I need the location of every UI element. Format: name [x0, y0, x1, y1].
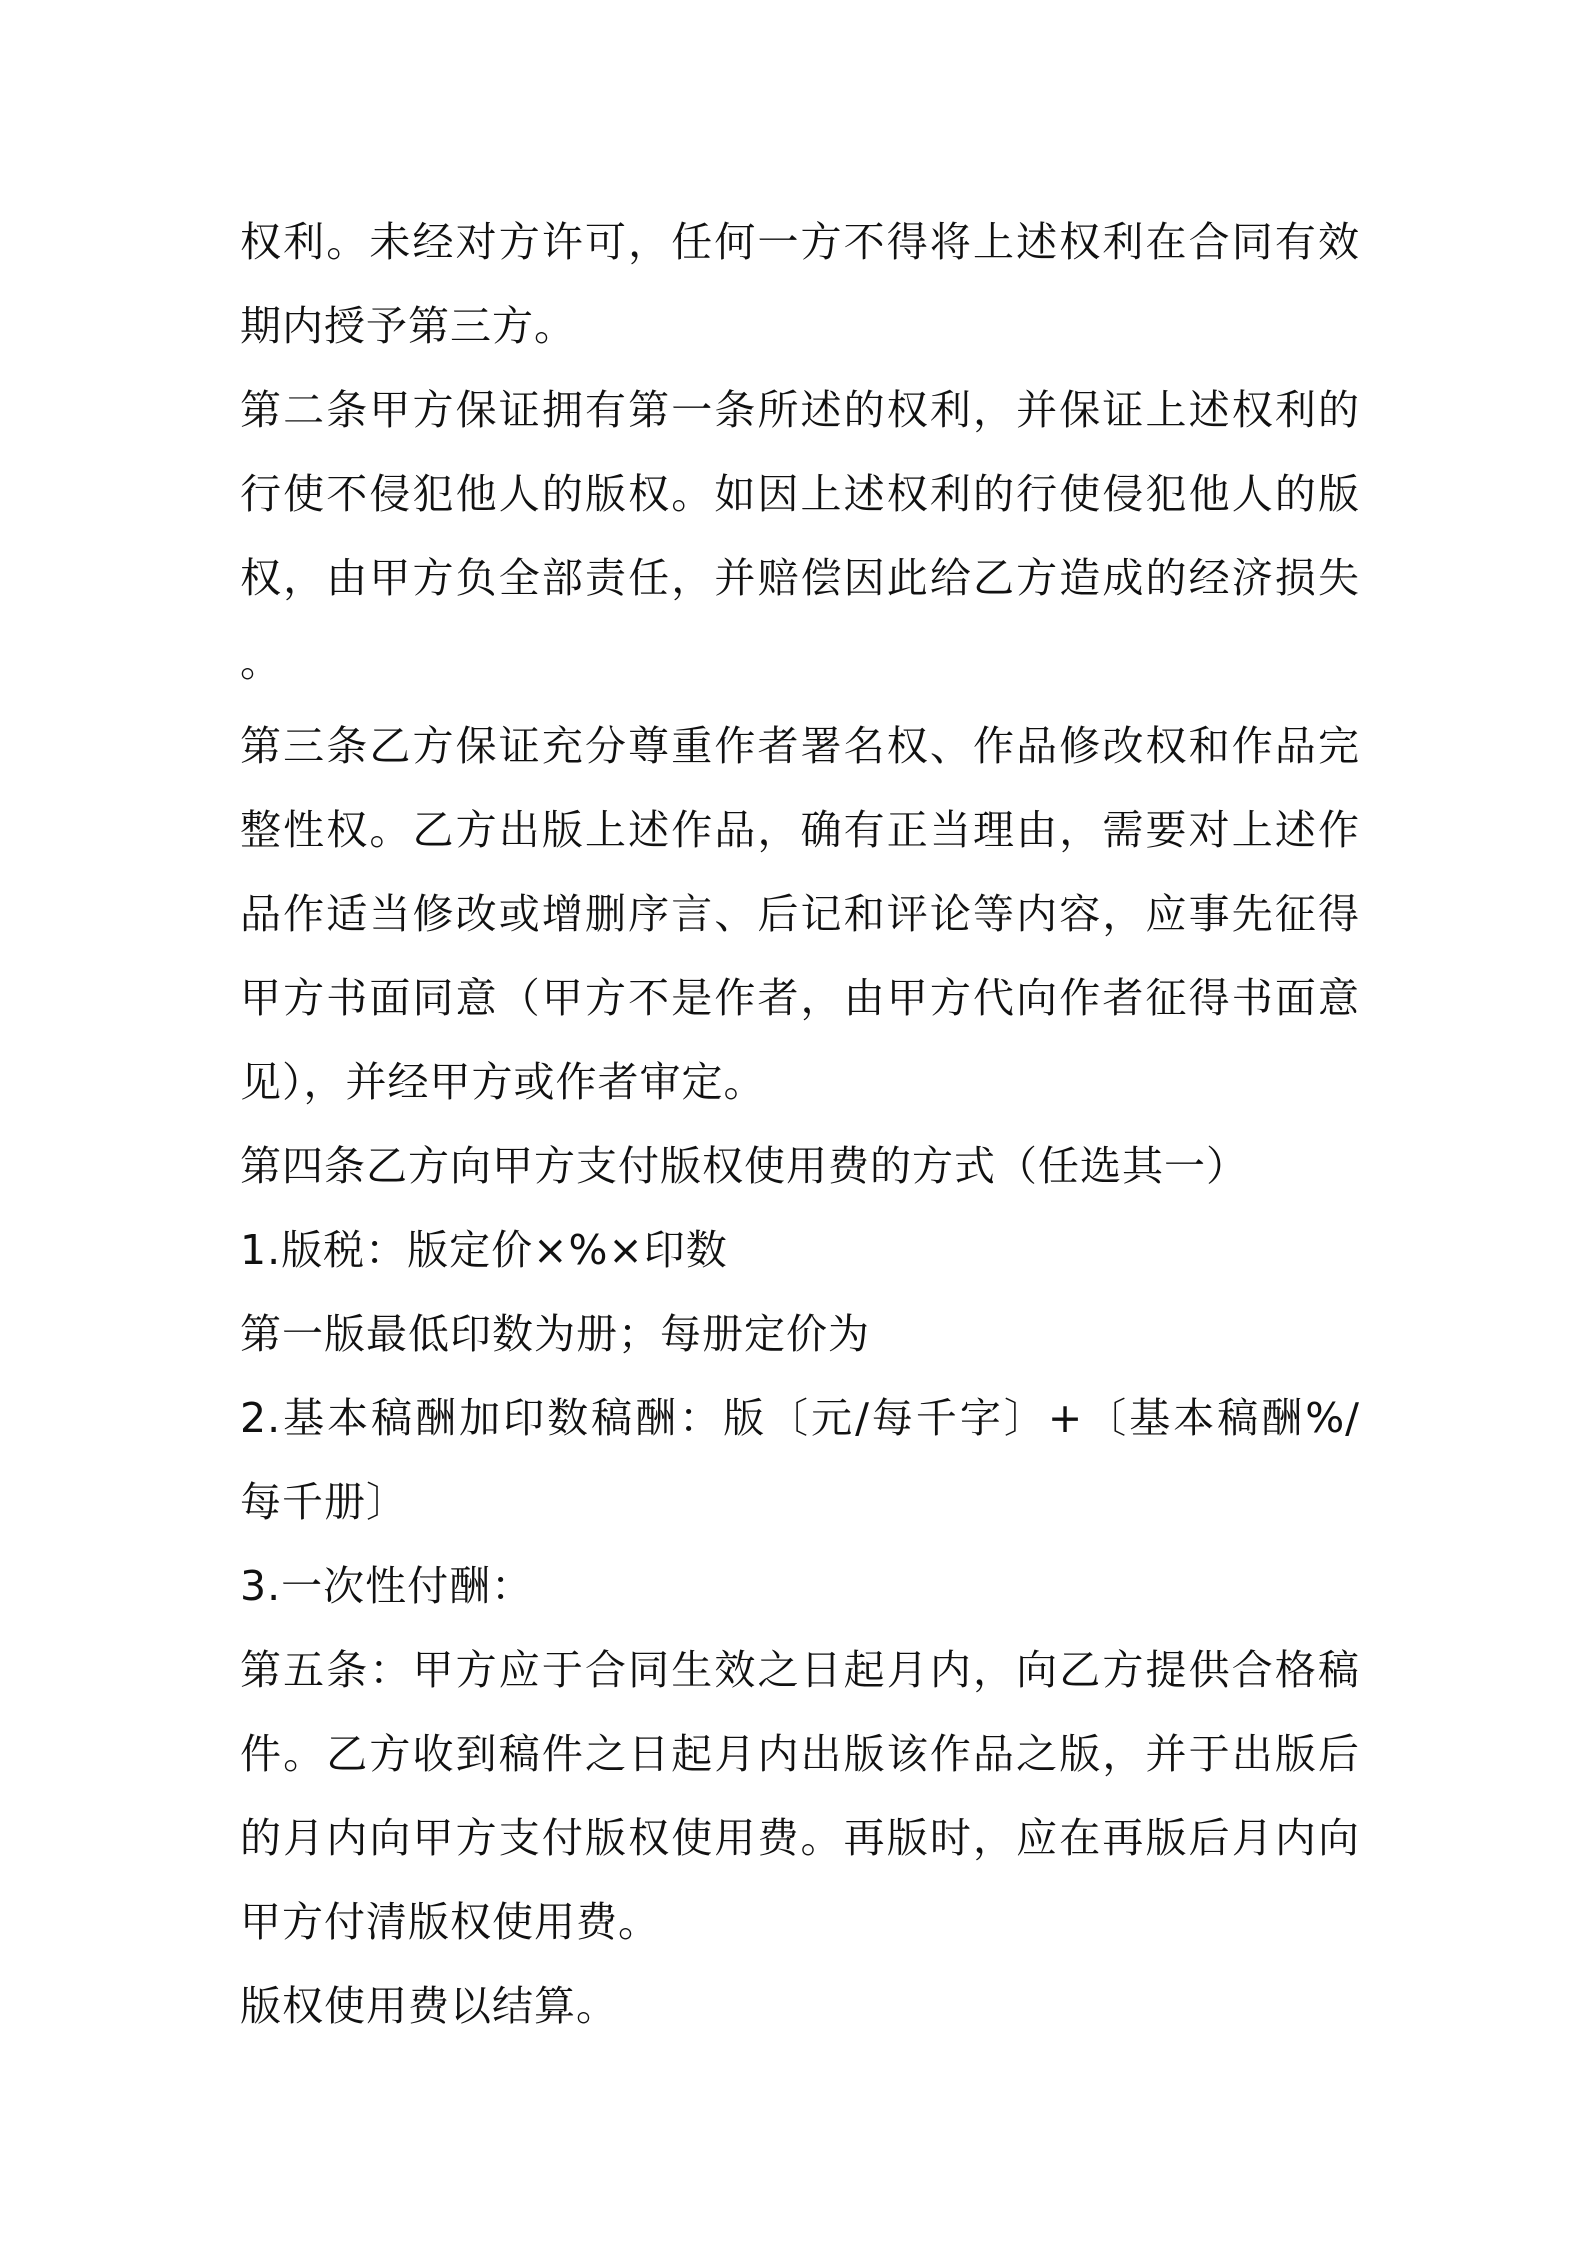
text-line: 第五条：甲方应于合同生效之日起月内，向乙方提供合格稿 — [240, 1646, 1360, 1694]
text-line: 期内授予第三方。 — [240, 302, 576, 350]
text-line: 第二条甲方保证拥有第一条所述的权利，并保证上述权利的 — [240, 386, 1360, 434]
text-line: 甲方付清版权使用费。 — [240, 1898, 660, 1946]
text-line: 行使不侵犯他人的版权。如因上述权利的行使侵犯他人的版 — [240, 470, 1360, 518]
text-line: 2.基本稿酬加印数稿酬：版〔元/每千字〕+〔基本稿酬%/ — [240, 1394, 1360, 1442]
text-line: 。 — [240, 638, 282, 686]
text-line: 第三条乙方保证充分尊重作者署名权、作品修改权和作品完 — [240, 722, 1360, 770]
text-line: 权，由甲方负全部责任，并赔偿因此给乙方造成的经济损失 — [240, 554, 1360, 602]
document-body — [240, 200, 1360, 2048]
text-line: 第四条乙方向甲方支付版权使用费的方式（任选其一） — [240, 1142, 1248, 1190]
text-line: 见），并经甲方或作者审定。 — [240, 1058, 766, 1106]
text-line: 权利。未经对方许可，任何一方不得将上述权利在合同有效 — [240, 218, 1360, 266]
text-line: 3.一次性付酬： — [240, 1562, 534, 1610]
text-line: 每千册〕 — [240, 1478, 408, 1526]
text-line: 第一版最低印数为册；每册定价为 — [240, 1310, 870, 1358]
text-line: 甲方书面同意（甲方不是作者，由甲方代向作者征得书面意 — [240, 974, 1360, 1022]
text-line: 件。乙方收到稿件之日起月内出版该作品之版，并于出版后 — [240, 1730, 1360, 1778]
text-line: 整性权。乙方出版上述作品，确有正当理由，需要对上述作 — [240, 806, 1360, 854]
text-line: 1.版税：版定价×%×印数 — [240, 1226, 728, 1274]
text-line: 的月内向甲方支付版权使用费。再版时，应在再版后月内向 — [240, 1814, 1360, 1862]
text-line: 版权使用费以结算。 — [240, 1982, 618, 2030]
text-line: 品作适当修改或增删序言、后记和评论等内容，应事先征得 — [240, 890, 1360, 938]
